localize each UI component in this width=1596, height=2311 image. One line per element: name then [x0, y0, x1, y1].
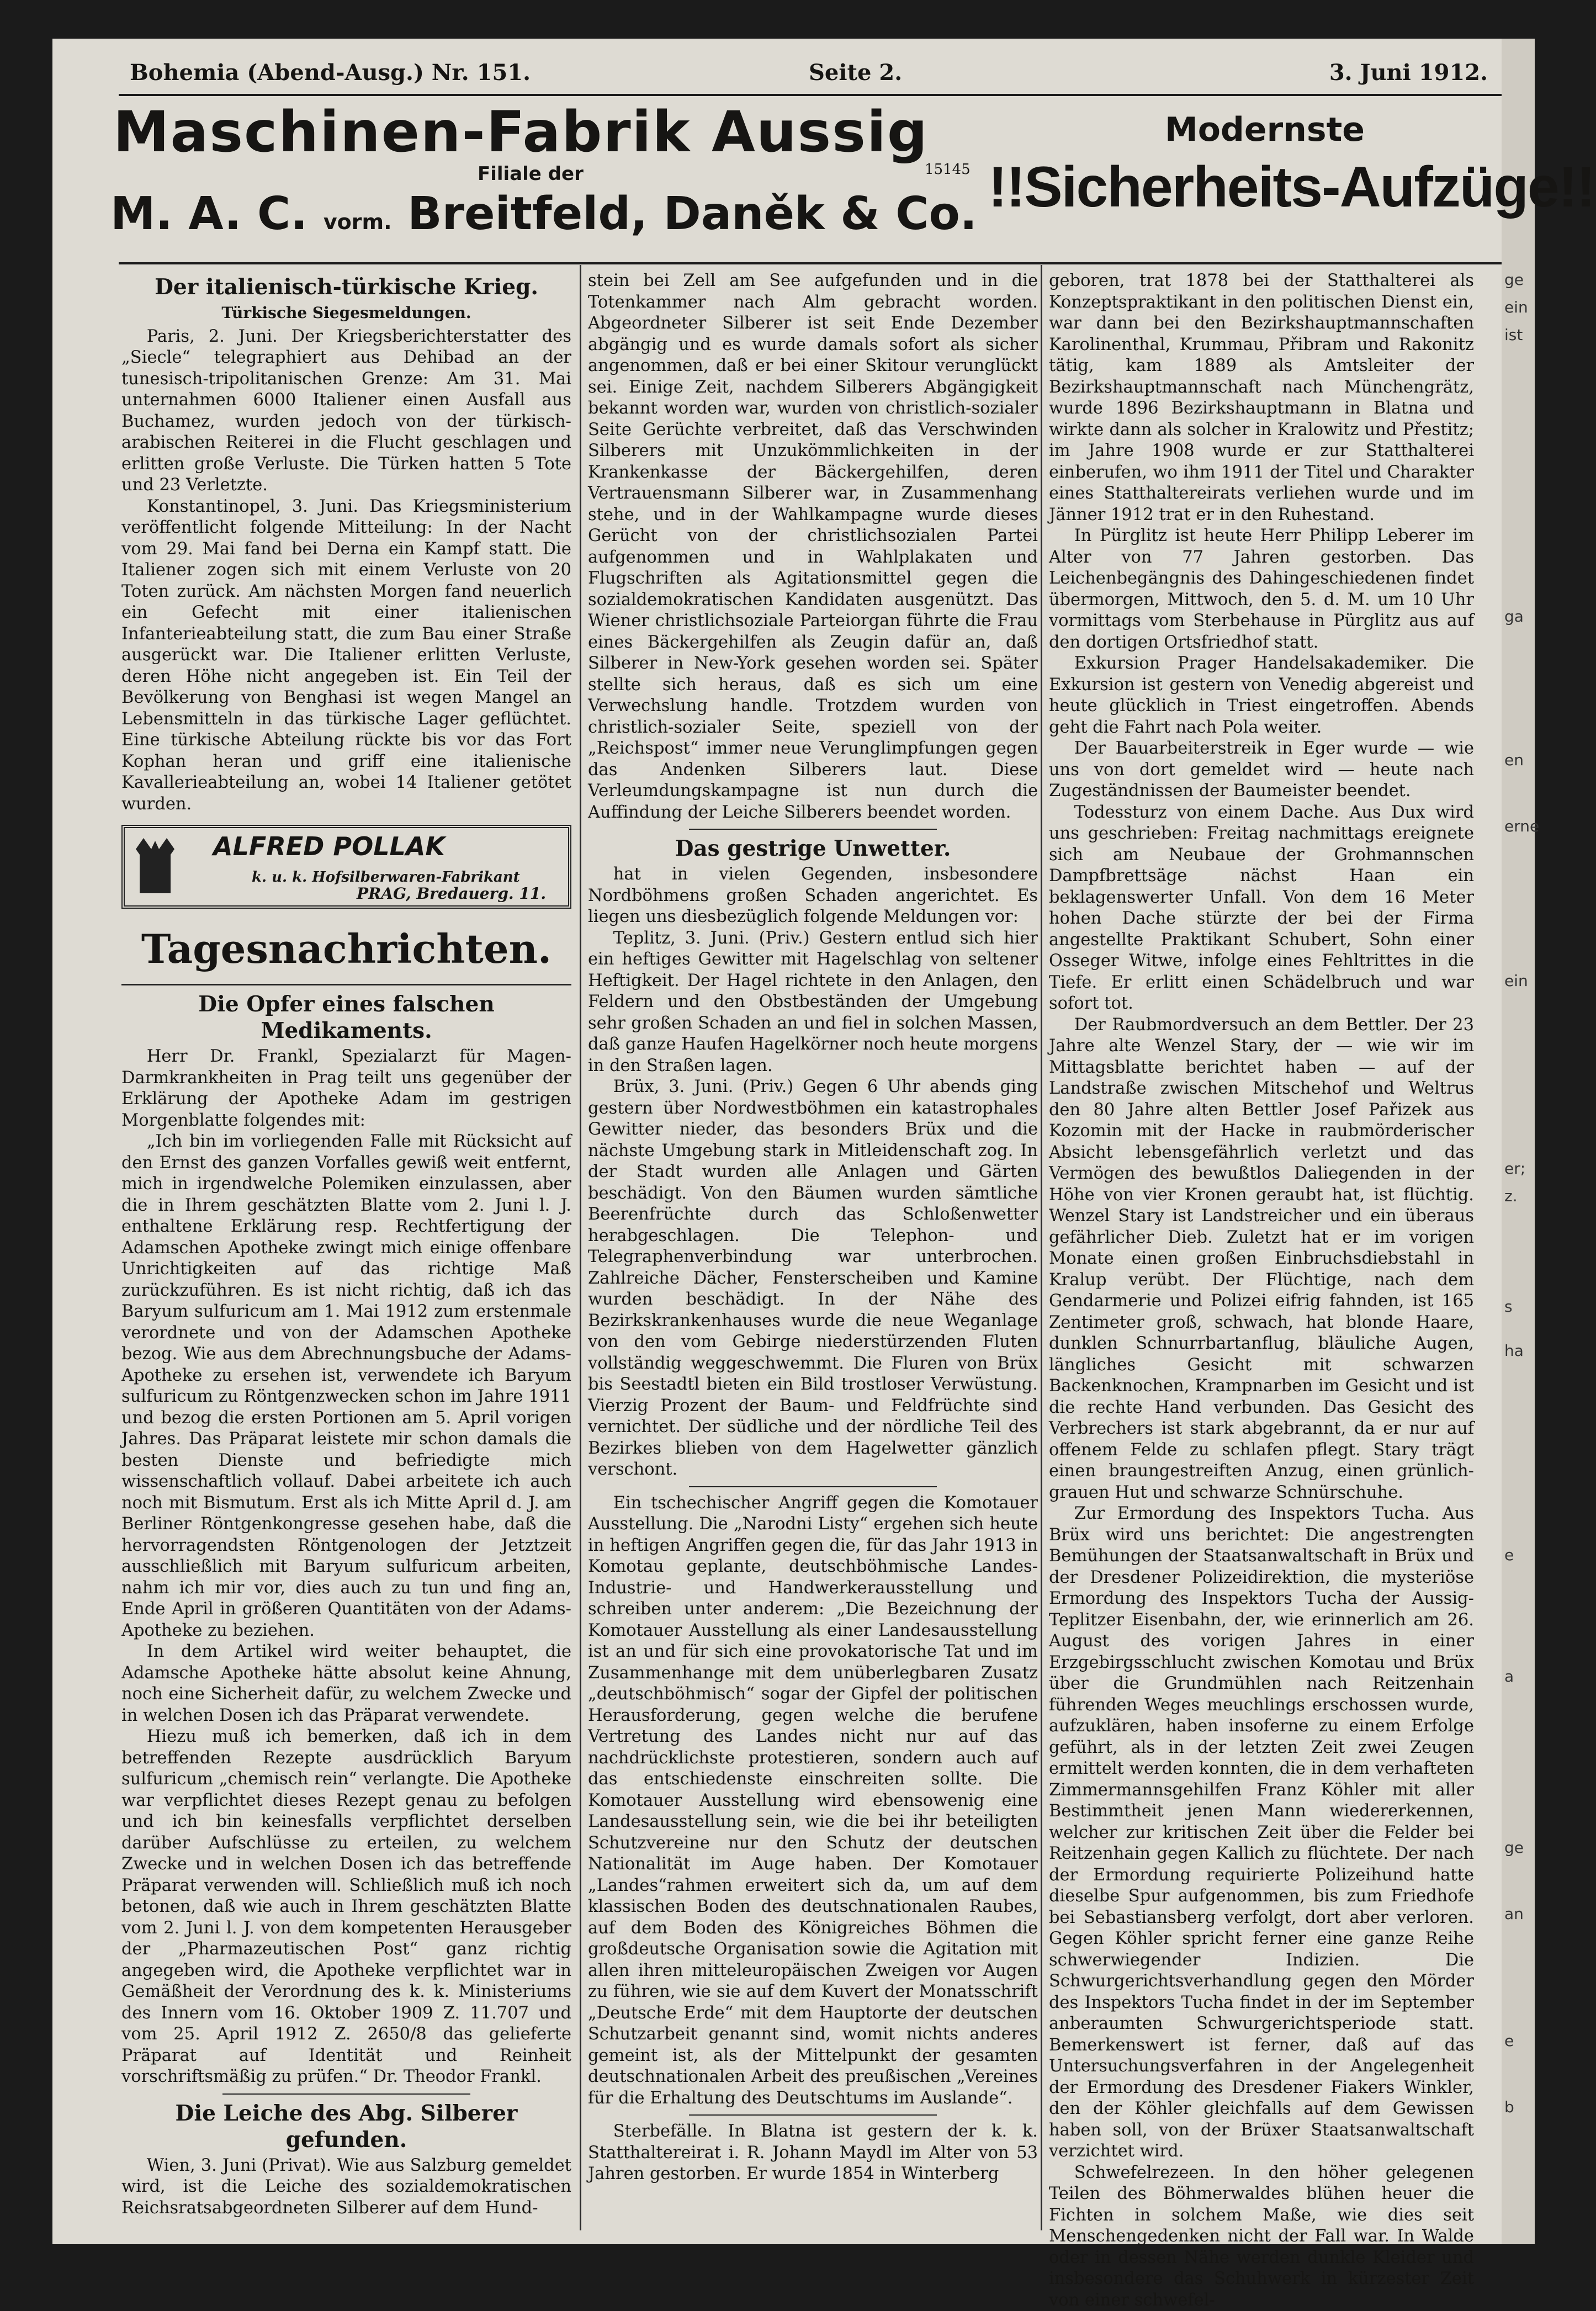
article-paragraph: Brüx, 3. Juni. (Priv.) Gegen 6 Uhr abends ging gestern über Nordwestböhmen ein katastrophales Gewitter nieder, das besonders Brüx und die nächste Umgebung stark in Mitleidenschaft zog. In der Stadt wurden alle Anlagen und Gärten beschädigt. Von den Bäumen wurden sämtliche Beerenfrüchte durch das Schloßenwetter herabgeschlagen. Die Telephon- und Telegraphenverbindung war unterbrochen. Zahlreiche Dächer, Fensterscheiben und Kamine wurden beschädigt. In der Nähe des Bezirkskrankenhauses wurde die neue Weganlage von den vom Gebirge niederstürzenden Fluten vollständig weggeschwemmt. Die Fluren von Brüx bis Seestadtl bieten ein Bild trostloser Verwüstung. Vierzig Prozent der Baum- und Feldfrüchte sind vernichtet. Der südliche und der nördliche Teil des Bezirkes blieben von dem Hagelwetter gänzlich verschont. — [588, 1077, 1038, 1481]
column-rule — [580, 265, 581, 2230]
article-headline: Das gestrige Unwetter. — [588, 835, 1038, 862]
article-paragraph: Sterbefälle. In Blatna ist gestern der k. k. Statthaltereirat i. R. Johann Maydl im Alter von 53 Jahren gestorben. Er wurde 1854 in Winterberg — [588, 2121, 1038, 2185]
article-paragraph: Schwefelrezeen. In den höher gelegenen Teilen des Böhmerwaldes blühen heuer die Fichten in solchem Maße, wie dies seit Menschengedenken nicht der Fall war. In Walde oder in dessen Nähe werden dunkle Kleider und insbesondere das Schuhwerk in kürzester Zeit von einer schwefel- — [1049, 2162, 1474, 2311]
pollak-name: ALFRED POLLAK — [213, 836, 445, 857]
article-rule — [222, 2093, 470, 2095]
edge-fragment: s — [1504, 1297, 1532, 1316]
edge-fragment: e — [1504, 2032, 1532, 2050]
running-header — [130, 60, 1488, 93]
article-headline: Die Opfer eines falschen Medikaments. — [121, 991, 571, 1044]
header-rule — [119, 94, 1502, 96]
edge-fragment: ga — [1504, 607, 1532, 626]
edge-fragment: z. — [1504, 1187, 1532, 1206]
article-paragraph: geboren, trat 1878 bei der Statthalterei als Konzeptspraktikant in den politischen Dienst ein, war dann bei den Bezirkshauptmannschaften Karolinenthal, Krummau, Přibram und Rakonitz tätig, kam 1889 als Amtsleiter der Bezirkshauptmannschaft nach Münchengrätz, wurde 1896 Bezirkshauptmann in Blatna und wirkte dann als solcher in Kralowitz und Přestitz; im Jahre 1908 wurde er zur Statthalterei einberufen, wo ihm 1911 der Titel und Charakter eines Statthaltereirats verliehen wurde und im Jänner 1912 trat er in den Ruhestand. — [1049, 271, 1474, 526]
article-paragraph: Wien, 3. Juni (Privat). Wie aus Salzburg gemeldet wird, ist die Leiche des sozialdemokratischen Reichsratsabgeordneten Silberer auf dem Hund- — [121, 2155, 571, 2219]
article-subheadline: Türkische Siegesmeldungen. — [121, 303, 571, 324]
article-paragraph: Paris, 2. Juni. Der Kriegsberichterstatter des „Siecle“ telegraphiert aus Dehibad an der tunesisch-tripolitanischen Grenze: Am 31. Mai unternahmen 6000 Italiener einen Ausfall aus Buchamez, wurden jedoch von der türkisch-arabischen Reiterei in die Flucht geschlagen und erlitten große Verluste. Die Türken hatten 5 Tote und 23 Verletzte. — [121, 326, 571, 496]
ad-vorm: vorm. — [324, 210, 392, 234]
edge-fragment: a — [1504, 1667, 1532, 1686]
edge-fragment: b — [1504, 2098, 1532, 2117]
ad-modernste: Modernste — [1165, 110, 1365, 149]
column-3 — [1049, 271, 1474, 2236]
edge-fragment: e — [1504, 1546, 1532, 1565]
ad-company-name: Maschinen-Fabrik Aussig — [113, 99, 929, 165]
ad-bottom-rule — [119, 262, 1502, 264]
pollak-advertisement — [121, 825, 571, 909]
edge-fragment: ha — [1504, 1342, 1532, 1360]
page-number: Seite 2. — [809, 60, 902, 86]
ad-firm-line — [110, 188, 977, 240]
article-headline: Die Leiche des Abg. Silberer gefunden. — [121, 2100, 571, 2153]
article-paragraph: Der Raubmordversuch an dem Bettler. Der 23 Jahre alte Wenzel Stary, der — wie wir im Mittagsblatte berichtet haben — auf der Landstraße zwischen Mitschehof und Weltrus den 80 Jahre alten Bettler Josef Pařizek aus Kozomin mit der Hacke in raubmörderischer Absicht lebensgefährlich verletzt und das Vermögen des bewußtlos Daliegenden in der Höhe von vier Kronen geraubt hat, ist flüchtig. Wenzel Stary ist Landstreicher und ein überaus gefährlicher Dieb. Zuletzt hat er im vorigen Monate einen großen Einbruchsdiebstahl in Kralup verübt. Der Flüchtige, nach dem Gendarmerie und Polizei eifrig fahnden, ist 165 Zentimeter groß, schwach, hat blonde Haare, dunklen Schnurrbartanflug, bläuliche Augen, längliches Gesicht mit schwarzen Backenknochen, Krampnarben im Gesicht und ist die rechte Hand verbunden. Das Gesicht des Verbrechers ist stark abgebrannt, da er nur auf offenem Felde zu schlafen pflegt. Stary trägt einen braungestreiften Anzug, einen grünlich-grauen Hut und schwarze Schnürschuhe. — [1049, 1015, 1474, 1504]
article-paragraph: Ein tschechischer Angriff gegen die Komotauer Ausstellung. Die „Narodni Listy“ ergehen sich heute in heftigen Angriffen gegen die, für das Jahr 1913 in Komotau geplante, deutschböhmische Landes-Industrie- und Handwerkerausstellung und schreiben unter anderem: „Die Bezeichnung der Komotauer Ausstellung als einer Landesausstellung ist an und für sich eine provokatorische Tat und im Zusammenhange mit dem unüberlegbaren Zusatz „deutschböhmisch“ sogar der Gipfel der politischen Herausforderung, gegen welche die berufene Vertretung des Landes nicht nur auf das nachdrücklichste protestieren, sondern auch auf das entschiedenste einschreiten sollte. Die Komotauer Ausstellung wird ebensowenig eine Landesausstellung sein, wie die bei ihr beteiligten Schutzvereine nur den Schutz der deutschen Nationalität im Auge haben. Der Komotauer „Landes“rahmen erweitert sich da, um auf dem klassischen Boden des deutschnationalen Raubes, auf dem Boden des Königreiches Böhmen die großdeutsche Organisation sowie die Agitation mit allen ihren mitteleuropäischen Zweigen vor Augen zu führen, wie sie auf dem Kuvert der Monatsschrift „Deutsche Erde“ mit dem Hauptorte der deutschen Schutzarbeit genannt sind, womit nichts anderes gemeint ist, als der Mittelpunkt der gesamten deutschnationalen Arbeit des preußischen „Vereines für die Erhaltung des Deutschtums im Auslande“. — [588, 1493, 1038, 2109]
ad-mac: M. A. C. — [110, 188, 307, 240]
article-rule — [689, 1486, 936, 1487]
column-1 — [121, 271, 571, 2236]
ad-filiale: Filiale der — [478, 163, 584, 185]
article-paragraph: Hiezu muß ich bemerken, daß ich in dem betreffenden Rezepte ausdrücklich Baryum sulfuricum „chemisch rein“ verlangte. Die Apotheke war verpflichtet dieses Rezept genau zu befolgen und ich bin keinesfalls verpflichtet derselben darüber Aufschlüsse zu erteilen, zu welchem Zwecke und in welchen Dosen ich das betreffende Präparat verwenden will. Schließlich muß ich noch betonen, daß wie auch in Ihrem geschätzten Blatte vom 2. Juni l. J. von dem kompetenten Herausgeber der „Pharmazeutischen Post“ ganz richtig angegeben wird, die Apotheke verpflichtet war in Gemäßheit der Verordnung des k. k. Ministeriums des Innern vom 16. Oktober 1909 Z. 11.707 und vom 25. April 1912 Z. 2650/8 das gelieferte Präparat auf Identität und Reinheit vorschriftsmäßig zu prüfen.“ Dr. Theodor Frankl. — [121, 1726, 571, 2088]
article-paragraph: In Pürglitz ist heute Herr Philipp Leberer im Alter von 77 Jahren gestorben. Das Leichenbegängnis des Dahingeschiedenen findet übermorgen, Mittwoch, den 5. d. M. um 10 Uhr vormittags vom Sterbehause in Pürglitz aus auf den dortigen Ortsfriedhof statt. — [1049, 526, 1474, 653]
article-rule — [689, 2114, 936, 2116]
edge-fragment: ge — [1504, 271, 1532, 289]
pollak-title: k. u. k. Hofsilberwaren-Fabrikant — [252, 867, 520, 888]
section-title: Tagesnachrichten. — [121, 925, 571, 973]
article-paragraph: Zur Ermordung des Inspektors Tucha. Aus Brüx wird uns berichtet: Die angestrengten Bemühungen der Staatsanwaltschaft in Brüx und der Dresdener Polizeidirektion, die mysteriöse Ermordung des Inspektors Tucha der Aussig-Teplitzer Eisenbahn, der, wie erinnerlich am 26. August des vorigen Jahres in einer Erzgebirgsschlucht zwischen Komotau und Brüx über die Grundmühlen nach Reitzenhain führenden Weges meuchlings erschossen wurde, aufzuklären, haben insoferne zu einem Erfolge geführt, als in der letzten Zeit zwei Zeugen ermittelt werden konnten, die in dem verhafteten Zimmermannsgehilfen Franz Köhler mit aller Bestimmtheit jenen Mann wiedererkennen, welcher zur kritischen Zeit über die Felder bei Reitzenhain gegen Kallich zu flüchtete. Der nach der Ermordung requirierte Polizeihund hatte dieselbe Spur aufgenommen, bis zum Friedhofe bei Sebastiansberg verfolgt, dort aber verloren. Gegen Köhler spricht ferner eine ganze Reihe schwerwiegender Indizien. Die Schwurgerichtsverhandlung gegen den Mörder des Inspektors Tucha findet in der im September anberaumten Schwurgerichtsperiode statt. Bemerkenswert ist ferner, daß auf das Untersuchungsverfahren in der Angelegenheit der Ermordung des Dresdener Fiakers Winkler, den der Köhler gleichfalls auf dem Gewissen haben soll, von der Brüxer Staatsanwaltschaft verzichtet wird. — [1049, 1503, 1474, 2162]
article-paragraph: Konstantinopel, 3. Juni. Das Kriegsministerium veröffentlicht folgende Mitteilung: In der Nacht vom 29. Mai fand bei Derna ein Kampf statt. Die Italiener zogen sich mit einem Verluste von 20 Toten zurück. Am nächsten Morgen fand neuerlich ein Gefecht mit einer italienischen Infanterieabteilung statt, die zum Bau einer Straße ausgerückt war. Die Italiener erlitten Verluste, deren Höhe nicht angegeben ist. Ein Teil der Bevölkerung von Benghasi ist wegen Mangel an Lebensmitteln in das türkische Lager geflüchtet. Eine türkische Abteilung rückte bis vor das Fort Kophan heran und griff eine italienische Kavallerieabteilung an, wobei 14 Italiener getötet wurden. — [121, 496, 571, 815]
column-2 — [588, 271, 1038, 2236]
ad-code: 15145 — [925, 161, 971, 178]
edge-fragment: er; — [1504, 1159, 1532, 1178]
article-headline: Der italienisch-türkische Krieg. — [121, 274, 571, 300]
edge-fragment: ein — [1504, 298, 1532, 317]
article-rule — [689, 829, 936, 830]
edge-fragment: an — [1504, 1905, 1532, 1923]
crown-icon — [136, 838, 174, 893]
issue-date: 3. Juni 1912. — [1329, 60, 1488, 86]
article-paragraph: Exkursion Prager Handelsakademiker. Die Exkursion ist gestern von Venedig abgereist und heute glücklich in Triest eingetroffen. Abends geht die Fahrt nach Pola weiter. — [1049, 653, 1474, 738]
ad-aufzuege: !!Sicherheits-Aufzüge!! — [988, 155, 1594, 220]
ad-firm: Breitfeld, Daněk & Co. — [407, 188, 977, 240]
article-paragraph: hat in vielen Gegenden, insbesondere Nordböhmens großen Schaden angerichtet. Es liegen uns diesbezüglich folgende Meldungen vor: — [588, 864, 1038, 928]
article-paragraph: Herr Dr. Frankl, Spezialarzt für Magen-Darmkrankheiten in Prag teilt uns gegenüber der Erklärung der Apotheke Adam im gestrigen Morgenblatte folgendes mit: — [121, 1046, 571, 1131]
pollak-address: PRAG, Bredauerg. 11. — [357, 883, 546, 905]
article-paragraph: stein bei Zell am See aufgefunden und in die Totenkammer nach Alm gebracht worden. Abgeordneter Silberer ist seit Ende Dezember abgängig und es wurde damals sofort als sicher angenommen, daß er bei einer Skitour verunglückt sei. Einige Zeit, nachdem Silberers Abgängigkeit bekannt worden war, wurden von christlich-sozialer Seite Gerüchte verbreitet, daß das Verschwinden Silberers mit Unzukömmlichkeiten in der Krankenkasse der Bäckergehilfen, deren Vertrauensmann Silberer war, in Zusammenhang stehe, und in der Wahlkampagne wurde dieses Gerücht von der christlichsozialen Partei aufgenommen und in Wahlplakaten und Flugschriften als Agitationsmittel gegen die sozialdemokratischen Kandidaten ausgenützt. Das Wiener christlichsoziale Parteiorgan führte die Frau eines Bäckergehilfen als Zeugin dafür an, daß Silberer in New-York gesehen worden sei. Später stellte sich heraus, daß es sich um eine Verwechslung handle. Trotzdem wurden von christlich-sozialer Seite, speziell von der „Reichspost“ immer neue Verunglimpfungen gegen das Andenken Silberers laut. Diese Verleumdungskampagne ist nun durch die Auffindung der Leiche Silberers beendet worden. — [588, 271, 1038, 823]
article-paragraph: Teplitz, 3. Juni. (Priv.) Gestern entlud sich hier ein heftiges Gewitter mit Hagelschlag von seltener Heftigkeit. Der Hagel richtete in den Anlagen, den Feldern und den Obstbeständen der Umgebung sehr großen Schaden an und fiel in solchen Massen, daß ganze Haufen Hagelkörner noch heute morgens in den Straßen lagen. — [588, 928, 1038, 1077]
column-rule — [1041, 265, 1042, 2230]
masthead-issue: Bohemia (Abend-Ausg.) Nr. 151. — [130, 60, 531, 86]
edge-fragment: erne — [1504, 817, 1532, 836]
edge-fragment: ein — [1504, 972, 1532, 990]
edge-fragment: ge — [1504, 1838, 1532, 1857]
article-paragraph: In dem Artikel wird weiter behauptet, die Adamsche Apotheke hätte absolut keine Ahnung, noch eine Sicherheit dafür, zu welchem Zwecke und in welchen Dosen ich das Präparat verwendete. — [121, 1641, 571, 1726]
article-paragraph: Der Bauarbeiterstreik in Eger wurde — wie uns von dort gemeldet wird — heute nach Zugeständnissen der Baumeister beendet. — [1049, 738, 1474, 802]
edge-fragment: ist — [1504, 326, 1532, 344]
article-paragraph: „Ich bin im vorliegenden Falle mit Rücksicht auf den Ernst des ganzen Vorfalles gewiß weit entfernt, mich in irgendwelche Polemiken einzulassen, aber die in Ihrem geschätzten Blatte vom 2. Juni l. J. enthaltene Erklärung resp. Rechtfertigung der Adamschen Apotheke zwingt mich einige offenbare Unrichtigkeiten auf das richtige Maß zurückzuführen. Es ist nicht richtig, daß ich das Baryum sulfuricum am 1. Mai 1912 zum erstenmale verordnete und von der Adamschen Apotheke bezog. Wie aus dem Abrechnungsbuche der Adams-Apotheke zu ersehen ist, verwendete ich Baryum sulfuricum zu Röntgenzwecken schon im Jahre 1911 und bezog die ersten Portionen am 5. April vorigen Jahres. Das Präparat leistete mir schon damals die besten Dienste und befriedigte mich wissenschaftlich vollauf. Dabei arbeitete ich auch noch mit Bismutum. Erst als ich Mitte April d. J. am Berliner Röntgenkongresse gesehen habe, daß die hervorragendsten Röntgenologen der Jetztzeit ausschließlich mit Baryum sulfuricum arbeiten, nahm ich mir vor, dies auch zu tun und fing an, Ende April in größeren Quantitäten von der Adams-Apotheke zu beziehen. — [121, 1131, 571, 1641]
edge-fragment: en — [1504, 751, 1532, 770]
article-paragraph: Todessturz von einem Dache. Aus Dux wird uns geschrieben: Freitag nachmittags ereignete sich am Neubaue der Grohmannschen Dampfbrettsäge nächst Haan ein beklagenswerter Unfall. Von dem 16 Meter hohen Dache stürzte der bei der Firma angestellte Praktikant Schubert, Sohn einer Osseger Witwe, infolge eines Fehltrittes in die Tiefe. Er erlitt einen Schädelbruch und war sofort tot. — [1049, 802, 1474, 1015]
section-rule — [121, 984, 571, 985]
newspaper-page — [52, 39, 1535, 2244]
